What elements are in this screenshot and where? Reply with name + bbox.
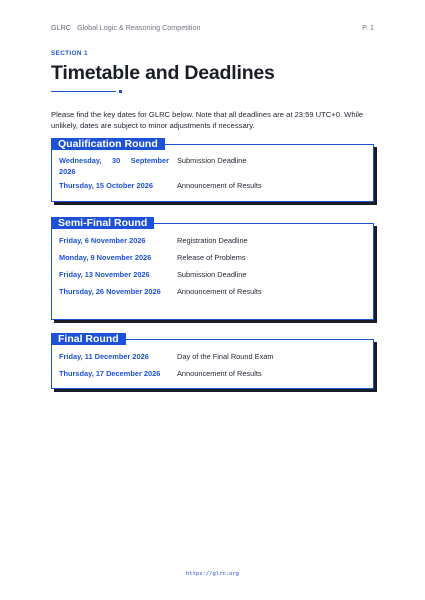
title-underline-dot [119, 90, 122, 93]
round-card [51, 339, 374, 389]
schedule-date: Monday, 9 November 2026 [59, 253, 152, 262]
round-card [51, 144, 374, 202]
schedule-date: Friday, 6 November 2026 [59, 236, 146, 245]
schedule-event: Submission Deadline [177, 270, 247, 279]
schedule-event: Registration Deadline [177, 236, 248, 245]
round-title: Qualification Round [51, 138, 165, 150]
schedule-date: Thursday, 15 October 2026 [59, 181, 153, 190]
header-competition-name: Global Logic & Reasoning Competition [76, 23, 201, 32]
round-title: Semi-Final Round [51, 217, 154, 229]
schedule-event: Release of Problems [177, 253, 246, 262]
header-left [51, 23, 200, 32]
schedule-date: Friday, 11 December 2026 [59, 352, 149, 361]
page-number: P. 1 [362, 23, 374, 32]
round-semi-final [51, 217, 374, 321]
footer-url[interactable]: https://glrc.org [186, 571, 239, 577]
schedule-event: Announcement of Results [177, 181, 262, 190]
schedule-event: Announcement of Results [177, 369, 262, 378]
round-title: Final Round [51, 333, 126, 345]
header-brand: GLRC [51, 23, 71, 32]
schedule-event: Announcement of Results [177, 287, 262, 296]
schedule-date: Wednesday, 30 September 2026 [59, 156, 169, 176]
schedule-date: Thursday, 26 November 2026 [59, 287, 161, 296]
schedule-event: Day of the Final Round Exam [177, 352, 274, 361]
round-final [51, 333, 374, 391]
round-qualification [51, 138, 374, 202]
page-title: Timetable and Deadlines [51, 62, 275, 84]
schedule-event: Submission Deadline [177, 156, 247, 165]
schedule-date: Friday, 13 November 2026 [59, 270, 150, 279]
section-label: SECTION 1 [51, 50, 88, 57]
title-underline [51, 91, 116, 92]
schedule-date: Thursday, 17 December 2026 [59, 369, 161, 378]
round-card [51, 223, 374, 320]
page-header [51, 23, 374, 35]
intro-paragraph: Please find the key dates for GLRC below. Note that all deadlines are at 23:59 UTC+0. While unlikely, dates are subject to minor adjustments if necessary. [51, 109, 364, 130]
